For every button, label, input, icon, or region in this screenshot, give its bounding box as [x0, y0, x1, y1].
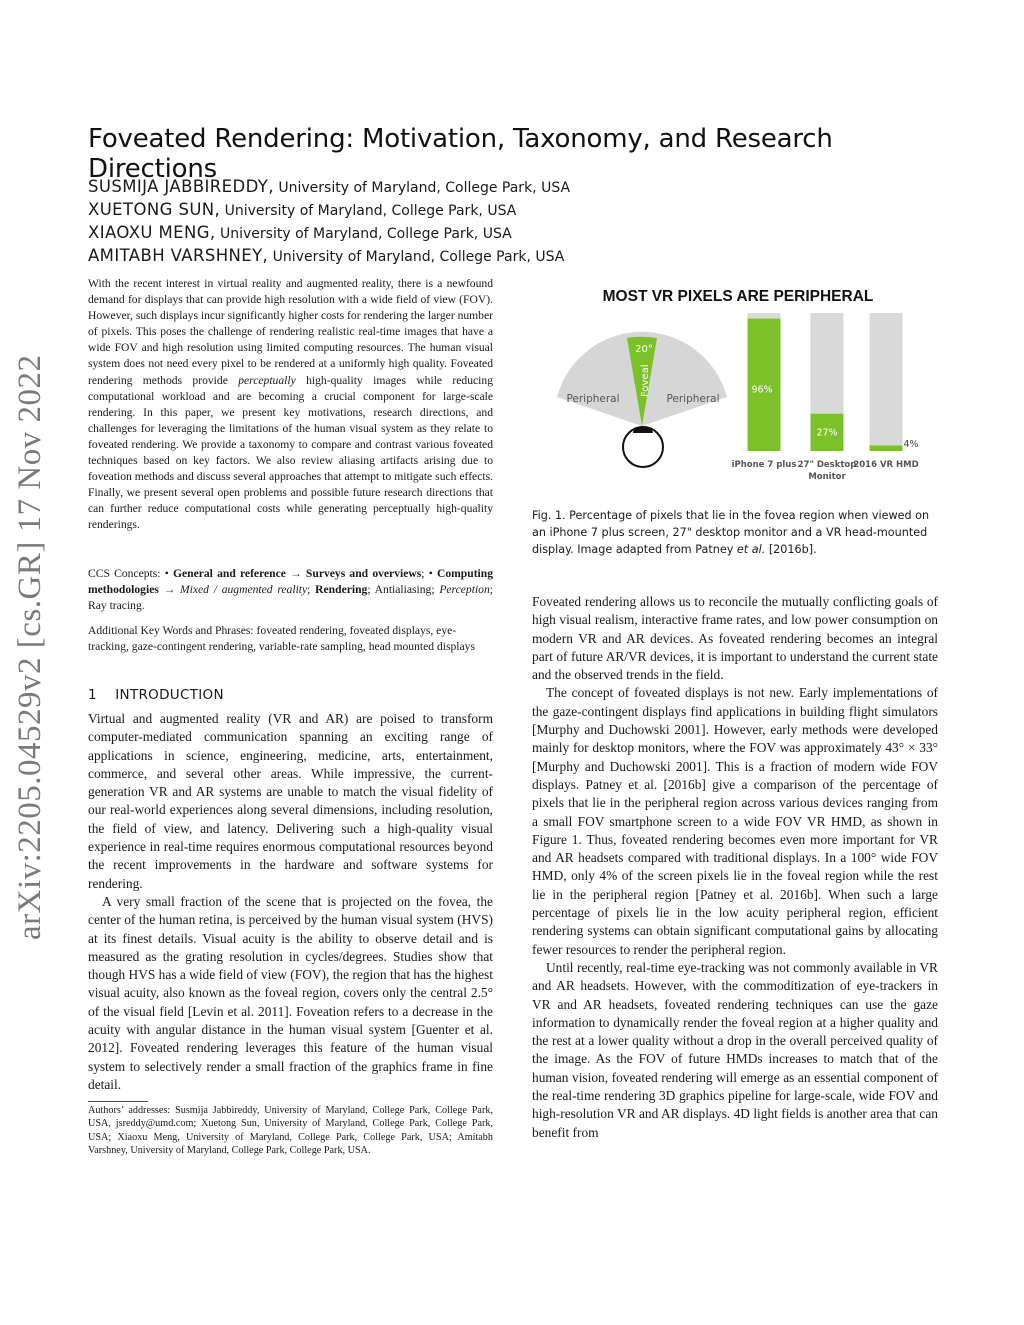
- bar-value-label: 27%: [816, 427, 838, 439]
- ccs-concept: General and reference: [172, 567, 286, 580]
- keywords: Additional Key Words and Phrases: foveated rendering, foveated displays, eye-tracking, gaze-contingent rendering, variable-rate sampling, head mounted displays: [88, 624, 475, 654]
- author-entry: [88, 244, 788, 267]
- caption-emphasis: et al.: [736, 543, 766, 556]
- foveal-angle-label: 20°: [635, 344, 653, 355]
- section-title: INTRODUCTION: [115, 687, 224, 703]
- category-label: 2016 VR HMD: [853, 460, 919, 470]
- peripheral-right-label: Peripheral: [666, 393, 720, 405]
- ccs-separator: ; Antialiasing;: [367, 583, 440, 597]
- ccs-separator: ; •: [421, 567, 437, 580]
- figure-caption: [532, 507, 938, 558]
- intro-column-right: [532, 593, 938, 1142]
- section-number: 1: [88, 687, 97, 703]
- ccs-arrow: →: [285, 567, 306, 580]
- figure-title: MOST VR PIXELS ARE PERIPHERAL: [602, 288, 874, 305]
- caption-text: [2016b].: [765, 543, 817, 556]
- author-entry: [88, 221, 788, 244]
- abstract-text: high-quality images while reducing computational workload and are becoming a crucial component for large-scale rendering. In this paper, we present key motivations, research directions, and challenges for leveraging the limitations of the human visual system as they relate to foveated rendering. We provide a taxonomy to compare and contrast various foveated techniques based on key factors. We also review aliasing artifacts arising due to foveation methods and discuss several approaches that attempt to mitigate such effects. Finally, we present several open problems and possible future research directions that can further reduce computational costs while generating perceptually high-quality renderings.: [88, 373, 493, 532]
- peripheral-left-label: Peripheral: [566, 393, 620, 405]
- section-heading: [88, 687, 493, 703]
- paragraph: The concept of foveated displays is not new. Early implementations of the gaze-contingent displays find applications in building flight simulators [Murphy and Duchowski 2001]. However, early methods were developed mainly for desktop monitors, where the FOV was approximately 43° × 33° [Murphy and Duchowski 2001]. This is a fraction of modern wide FOV displays. Patney et al. [2016b] give a comparison of the percentage of pixels that lie in the peripheral region across various devices ranging from a small FOV smartphone screen to a wide FOV VR HMD, as shown in Figure 1. Thus, foveated rendering becomes even more important for VR and AR headsets compared with traditional displays. In a 100° wide FOV HMD, only 4% of the screen pixels lie in the foveal region while the rest lie in the peripheral region [Patney et al. 2016b]. When such a large percentage of pixels lie in the low acuity peripheral region, efficient rendering systems can obtain significant computational gains by allocating fewer resources to render the peripheral region.: [532, 685, 938, 957]
- author-name: AMITABH VARSHNEY,: [88, 246, 269, 265]
- ccs-concept: Surveys and overviews: [305, 567, 422, 580]
- category-label: iPhone 7 plus: [731, 460, 797, 470]
- author-list: [88, 175, 788, 267]
- author-affiliation: University of Maryland, College Park, USA: [220, 226, 512, 242]
- author-name: XIAOXU MENG,: [88, 223, 216, 242]
- ccs-concept: Perception: [439, 583, 490, 597]
- ccs-concepts: [88, 566, 493, 614]
- author-name: XUETONG SUN,: [88, 200, 221, 219]
- paragraph: Virtual and augmented reality (VR and AR) are poised to transform computer-mediated communication spanning an exciting range of applications in science, engineering, medicine, arts, entertainment, commerce, and several other areas. While impressive, the current-generation VR and AR systems are unable to match the visual fidelity of our real-world experiences along several dimensions, including resolution, the field of view, and latency. Delivering such a high-quality visual experience in real-time requires enormous computational resources beyond the recent improvements in the hardware and software systems for rendering.: [88, 711, 493, 891]
- arxiv-identifier: arXiv:2205.04529v2 [cs.GR] 17 Nov 2022: [12, 354, 48, 940]
- author-affiliation: University of Maryland, College Park, USA: [278, 180, 571, 196]
- ccs-concept: Rendering: [315, 583, 368, 597]
- intro-column-left: [88, 710, 493, 1094]
- category-label: Monitor: [808, 472, 846, 482]
- paragraph: Foveated rendering allows us to reconcile the mutually conflicting goals of high visual realism, interactive frame rates, and low power consumption on modern VR and AR devices. As foveated rendering becomes an integral part of future AR/VR devices, it is important to understand the current state and the observed trends in the field.: [532, 594, 938, 683]
- foveal-label: Foveal: [640, 364, 651, 397]
- figure-1: [540, 280, 940, 500]
- bar: [870, 445, 903, 451]
- paper-title: Foveated Rendering: Motivation, Taxonomy, and Research Directions: [88, 124, 833, 184]
- author-entry: [88, 175, 788, 198]
- abstract-emphasis: perceptually: [238, 373, 296, 387]
- abstract-text: With the recent interest in virtual reality and augmented reality, there is a newfound demand for displays that can provide high resolution with a wide field of view (FOV). However, such displays incur significantly higher costs for rendering the larger number of pixels. This poses the challenge of rendering realistic real-time images that have a wide FOV and high resolution using limited computing resources. The human visual system does not need every pixel to be rendered at a uniformly high quality. Foveated rendering methods provide: [88, 277, 493, 387]
- category-label: 27" Desktop: [797, 460, 857, 470]
- author-affiliation: University of Maryland, College Park, USA: [224, 203, 517, 219]
- bar-value-label: 4%: [903, 439, 919, 450]
- ccs-label: CCS Concepts: •: [88, 567, 173, 580]
- caption-text: Fig. 1. Percentage of pixels that lie in the fovea region when viewed on an iPhone 7 plus screen, 27" desktop monitor and a VR head-mounted display. Image adapted from Patney: [532, 509, 930, 556]
- author-affiliation: University of Maryland, College Park, USA: [272, 249, 565, 265]
- abstract: [88, 276, 493, 534]
- footnote: Authors’ addresses: Susmija Jabbireddy, University of Maryland, College Park, College Park, USA, jsreddy@umd.com; Xuetong Sun, University of Maryland, College Park, College Park, USA; Xiaoxu Meng, University of Maryland, College Park, College Park, USA; Amitabh Varshney, University of Maryland, College Park, College Park, USA.: [88, 1105, 493, 1157]
- fov-diagram: [557, 332, 727, 467]
- ccs-concept: Computing methodologies: [88, 567, 494, 597]
- bar-value-label: 96%: [751, 384, 773, 396]
- ccs-separator: ; Ray tracing.: [88, 583, 493, 613]
- ccs-separator: ;: [307, 583, 316, 597]
- footnote-divider: [88, 1101, 148, 1102]
- bar-chart: [732, 313, 919, 482]
- ccs-arrow: →: [158, 583, 180, 597]
- paragraph: A very small fraction of the scene that is projected on the fovea, the center of the human retina, is perceived by the human visual system (HVS) at its finest details. Visual acuity is the ability to observe detail and is measured as the grating resolution in cycles/degrees. Studies show that though HVS has a wide field of view (FOV), the region that has the highest visual acuity, also known as the foveal region, covers only the central 2.5° of the visual field [Levin et al. 2011]. Foveation refers to a decrease in the acuity with angular distance in the human visual system [Guenter et al. 2012]. Foveated rendering leverages this feature of the human visual system to selectively render a small fraction of the graphics frame in fine detail.: [88, 893, 493, 1092]
- bar-track: [870, 313, 903, 451]
- ccs-concept: Mixed / augmented reality: [179, 583, 308, 597]
- pupil-icon: [633, 426, 653, 433]
- paragraph: Until recently, real-time eye-tracking was not commonly available in VR and AR headsets. However, with the commoditization of eye-trackers in VR and AR headsets, foveated rendering techniques can use the gaze information to dynamically render the foveal region at a higher quality and the rest at a lower quality without a drop in the overall perceived quality of the image. As the FOV of future HMDs increases to match that of the human vision, foveated rendering will emerge as an essential component of the real-time rendering 3D graphics pipeline for large-scale, wide FOV and high-resolution VR and AR displays. 4D light fields is another area that can benefit from: [532, 959, 938, 1140]
- author-entry: [88, 198, 788, 221]
- author-name: SUSMIJA JABBIREDDY,: [88, 177, 274, 196]
